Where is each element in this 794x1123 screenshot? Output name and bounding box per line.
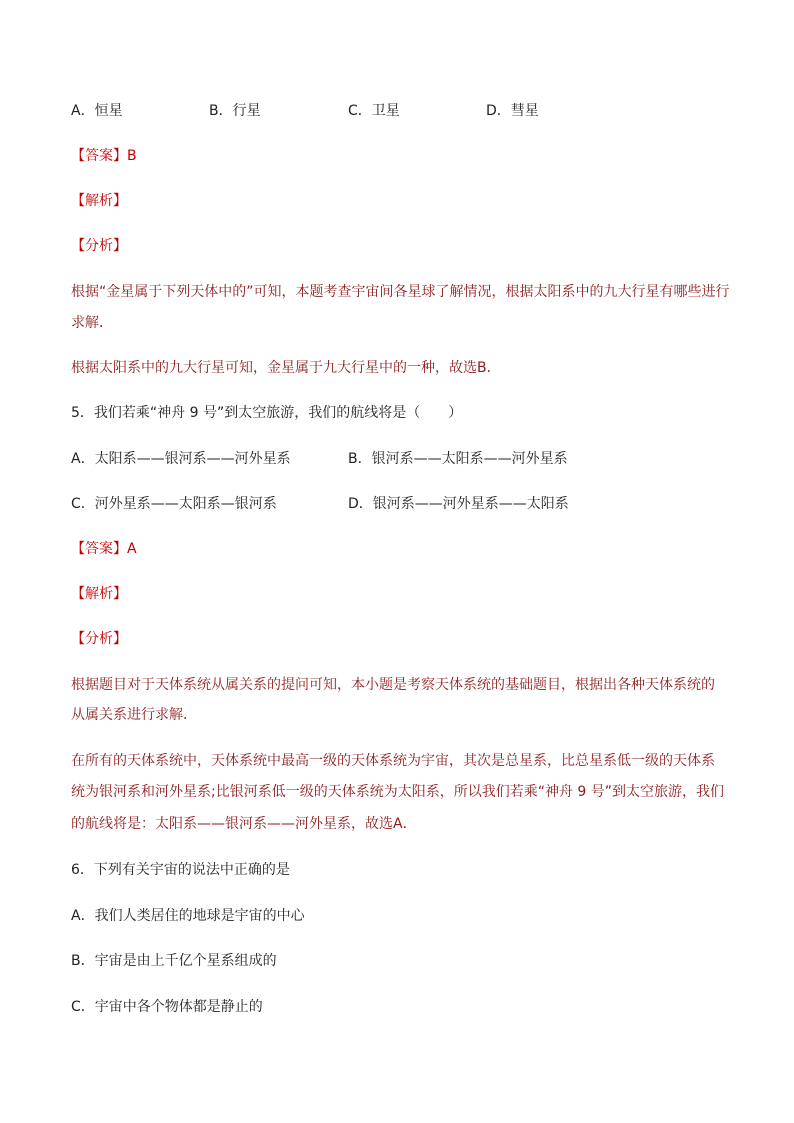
q6-option-c: C．宇宙中各个物体都是静止的 [71, 999, 263, 1015]
answer-tag: 【答案】 [71, 148, 127, 164]
q6-option-a: A．我们人类居住的地球是宇宙的中心 [71, 908, 305, 924]
answer-value: B [127, 148, 137, 164]
q5-option-b: B．银河系——太阳系——河外星系 [348, 451, 568, 467]
q4-option-a: A．恒星 [71, 103, 123, 119]
q4-answer [71, 146, 137, 166]
q5-option-a: A．太阳系——银河系——河外星系 [71, 451, 291, 467]
q5-fenxi-tag: 【分析】 [71, 631, 127, 647]
q5-answer [71, 539, 137, 559]
q5-analysis-tag: 【解析】 [71, 586, 127, 602]
q5-question: 5．我们若乘“神舟 9 号”到太空旅游，我们的航线将是（ ） [71, 405, 463, 421]
q4-fenxi-line-1: 根据“金星属于下列天体中的”可知，本题考查宇宙间各星球了解情况，根据太阳系中的九大行星有哪些进行 [71, 284, 730, 300]
q5-explanation-line-1: 在所有的天体系统中，天体系统中最高一级的天体系统为宇宙，其次是总星系，比总星系低一级的天体系 [71, 753, 715, 769]
q4-analysis-tag: 【解析】 [71, 193, 127, 209]
q6-option-b: B．宇宙是由上千亿个星系组成的 [71, 953, 277, 969]
q4-option-d: D．彗星 [486, 103, 539, 119]
q5-explanation-line-2: 统为银河系和河外星系;比银河系低一级的天体系统为太阳系，所以我们若乘“神舟 9 号”到太空旅游，我们 [71, 784, 725, 800]
q4-fenxi-tag: 【分析】 [71, 238, 127, 254]
q5-option-d: D．银河系——河外星系——太阳系 [348, 496, 569, 512]
q4-fenxi-line-2: 求解． [71, 315, 113, 331]
q5-fenxi-line-1: 根据题目对于天体系统从属关系的提问可知，本小题是考察天体系统的基础题目，根据出各种天体系统的 [71, 677, 715, 693]
q4-option-b: B．行星 [209, 103, 261, 119]
answer-tag: 【答案】 [71, 541, 127, 557]
q4-option-c: C．卫星 [348, 103, 400, 119]
q5-fenxi-line-2: 从属关系进行求解． [71, 707, 197, 723]
answer-value: A [127, 541, 137, 557]
q6-question: 6．下列有关宇宙的说法中正确的是 [71, 862, 290, 878]
q4-explanation: 根据太阳系中的九大行星可知，金星属于九大行星中的一种，故选B． [71, 360, 501, 376]
q5-explanation-line-3: 的航线将是：太阳系——银河系——河外星系，故选A． [71, 816, 417, 832]
q5-option-c: C．河外星系——太阳系—银河系 [71, 496, 277, 512]
